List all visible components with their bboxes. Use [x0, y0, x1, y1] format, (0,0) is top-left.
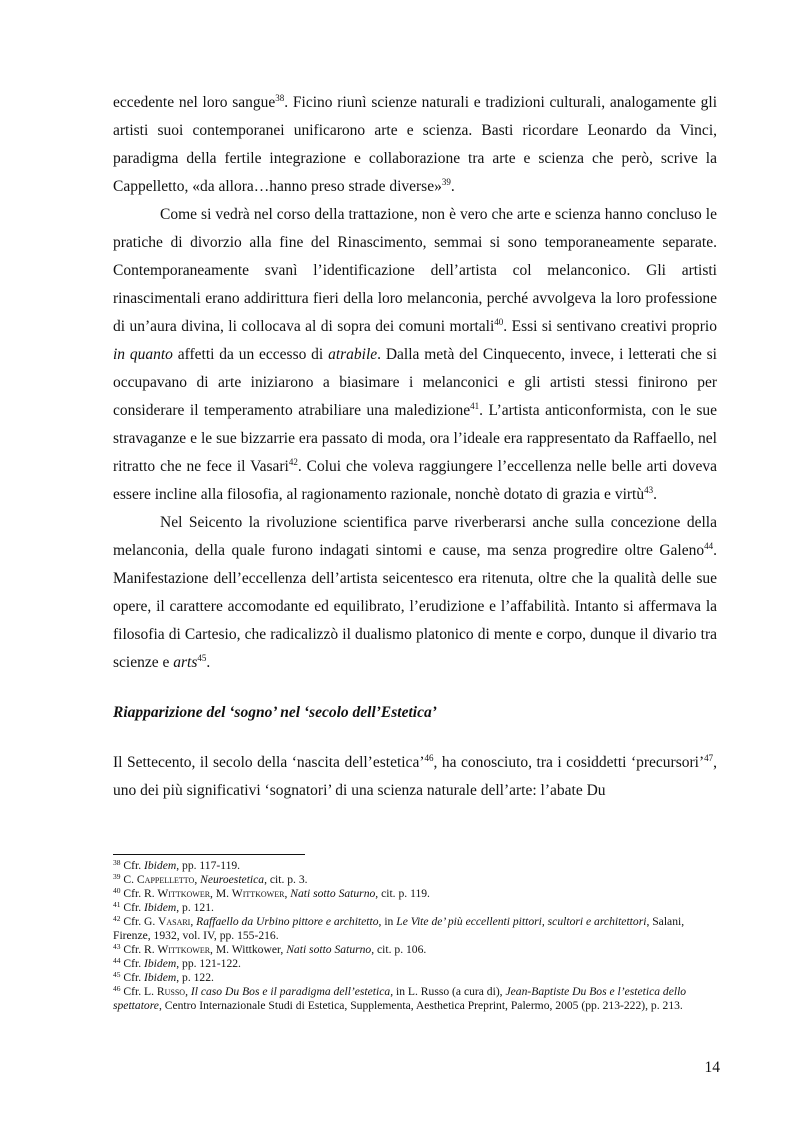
italic-text: Jean-Baptiste Du Bos e l’estetica dello spettatore: [113, 985, 687, 1012]
text-run: Cfr. G. V: [120, 915, 167, 928]
text-run: , Centro Internazionale Studi di Estetica, Supplementa, Aesthetica Preprint, Palermo, 2005 (pp. 213-222), p. 213.: [158, 999, 683, 1012]
italic-text: arts: [173, 654, 198, 671]
text-run: ,: [284, 887, 291, 900]
footnote-separator: [113, 854, 305, 855]
text-run: . L’artista anticonformista, con le sue stravaganze e le sue bizzarrie era passato di moda, ora l’ideale era rappresentato da Raffaello, nel ritratto che ne fece il Vasari: [113, 402, 717, 475]
text-run: Cfr. R. W: [120, 943, 169, 956]
footnote-40: [113, 887, 717, 901]
italic-text: Neuroestetica: [200, 873, 265, 886]
footnote-number: 40: [113, 886, 121, 895]
footnote-number: 39: [113, 872, 121, 881]
text-run: ,: [190, 915, 197, 928]
section-heading: Riapparizione del ‘sogno’ nel ‘secolo dell’Estetica’: [113, 704, 437, 721]
text-run: affetti da un eccesso di: [172, 346, 329, 363]
italic-text: Nati sotto Saturno: [290, 887, 376, 900]
footnote-ref-38[interactable]: 38: [275, 93, 285, 103]
italic-text: Ibidem: [144, 957, 177, 970]
text-run: eccedente nel loro sangue: [113, 94, 276, 111]
footnote-number: 43: [113, 942, 121, 951]
footnote-number: 41: [113, 900, 121, 909]
text-run: C. C: [120, 873, 145, 886]
text-run: , p. 121.: [176, 901, 214, 914]
text-run: , ha conosciuto, tra i cosiddetti ‘precursori’: [433, 754, 705, 771]
text-run: . Manifestazione dell’eccellenza dell’artista seicentesco era ritenuta, oltre che la qualità delle sue opere, il carattere accomodante ed equilibrato, l’erudizione e l’affabilità. Intanto si affermava la filosofia di Cartesio, che radicalizzò il dualismo platonico di mente e corpo, dunque il divario tra scienze e: [113, 542, 717, 671]
small-caps-text: usso: [164, 985, 186, 998]
small-caps-text: ittkower: [168, 943, 211, 956]
page-number: 14: [704, 1059, 720, 1076]
paragraph-3: [113, 509, 717, 677]
text-run: Cfr. R. W: [120, 887, 169, 900]
text-run: Cfr.: [120, 859, 145, 872]
text-run: . Dalla metà del Cinquecento, invece, i letterati che si occupavano di arte iniziarono a biasimare i melanconici e gli artisti stessi finirono per considerare il temperamento atrabiliare una maledizione: [113, 346, 717, 419]
text-run: , cit. p. 106.: [371, 943, 427, 956]
text-run: Il Settecento, il secolo della ‘nascita dell’estetica’: [113, 754, 425, 771]
footnote-43: [113, 943, 717, 957]
text-run: , M. Wittkower,: [210, 943, 287, 956]
text-run: .: [450, 178, 455, 195]
footnote-38: [113, 859, 717, 873]
text-run: , in L. Russo (a cura di),: [390, 985, 506, 998]
text-run: Cfr.: [120, 971, 145, 984]
italic-text: Ibidem: [144, 901, 177, 914]
small-caps-text: ittkower: [168, 887, 211, 900]
italic-text: Ibidem: [144, 971, 177, 984]
footnote-number: 38: [113, 858, 121, 867]
text-run: Cfr. L. R: [120, 985, 165, 998]
text-run: Nel Seicento la rivoluzione scientifica parve riverberarsi anche sulla concezione della melanconia, della quale furono indagati sintomi e cause, ma senza progredire oltre Galeno: [113, 514, 717, 559]
paragraph-1: [113, 89, 717, 201]
text-run: .: [206, 654, 211, 671]
text-run: , pp. 117-119.: [176, 859, 241, 872]
text-run: , cit. p. 3.: [264, 873, 308, 886]
footnote-ref-47[interactable]: 47: [704, 753, 714, 763]
text-run: , p. 122.: [176, 971, 214, 984]
italic-text: atrabile: [328, 346, 378, 363]
footnote-42: [113, 915, 717, 943]
text-run: , Salani, Firenze, 1932, vol. IV, pp. 155-216.: [113, 915, 685, 942]
text-run: , M. W: [210, 887, 243, 900]
text-run: .: [653, 486, 657, 503]
small-caps-text: ittkower: [242, 887, 285, 900]
text-run: Cfr.: [120, 901, 145, 914]
footnote-number: 46: [113, 984, 121, 993]
text-run: . Colui che voleva raggiungere l’eccellenza nelle belle arti doveva essere incline alla filosofia, al ragionamento razionale, nonchè dotato di grazia e virtù: [113, 458, 717, 503]
body-text: [113, 89, 717, 805]
text-run: . Essi si sentivano creativi proprio: [503, 318, 717, 335]
footnote-number: 42: [113, 914, 121, 923]
italic-text: in quanto: [113, 346, 173, 363]
text-run: Come si vedrà nel corso della trattazione, non è vero che arte e scienza hanno concluso le pratiche di divorzio alla fine del Rinascimento, semmai si sono temporaneamente separate. Contemporaneamente svanì l’identificazione dell’artista col melanconico. Gli artisti rinascimentali erano addirittura fieri della loro melanconia, perché avvolgeva la loro professione di un’aura divina, li collocava al di sopra dei comuni mortali: [113, 206, 717, 335]
footnote-ref-44[interactable]: 44: [704, 541, 714, 551]
italic-text: Il caso Du Bos e il paradigma dell’estetica: [190, 985, 391, 998]
text-run: . Ficino riunì scienze naturali e tradizioni culturali, analogamente gli artisti suoi contemporanei unificarono arte e scienza. Basti ricordare Leonardo da Vinci, paradigma della fertile integrazione e collaborazione tra arte e scienza che però, scrive la Cappelletto, «da allora…hanno preso strade diverse»: [113, 94, 718, 195]
small-caps-text: asari: [166, 915, 191, 928]
italic-text: Raffaello da Urbino pittore e architetto: [196, 915, 379, 928]
footnote-45: [113, 971, 717, 985]
footnote-ref-45[interactable]: 45: [197, 653, 207, 663]
text-run: ,: [185, 985, 191, 998]
footnote-ref-41[interactable]: 41: [470, 401, 480, 411]
text-run: , pp. 121-122.: [176, 957, 241, 970]
footnote-41: [113, 901, 717, 915]
footnote-ref-39[interactable]: 39: [441, 177, 451, 187]
paragraph-4: [113, 749, 717, 805]
footnote-44: [113, 957, 717, 971]
footnote-ref-40[interactable]: 40: [494, 317, 504, 327]
footnotes: [113, 859, 717, 1013]
text-run: ,: [194, 873, 201, 886]
footnote-number: 45: [113, 970, 121, 979]
text-run: , cit. p. 119.: [375, 887, 430, 900]
footnote-number: 44: [113, 956, 121, 965]
footnote-39: [113, 873, 717, 887]
small-caps-text: appelletto: [144, 873, 195, 886]
italic-text: Ibidem: [144, 859, 177, 872]
footnote-46: [113, 985, 717, 1013]
text-run: , in: [378, 915, 397, 928]
italic-text: Nati sotto Saturno: [286, 943, 372, 956]
footnote-ref-43[interactable]: 43: [644, 485, 654, 495]
paragraph-2: [113, 201, 717, 509]
italic-text: Le Vite de’ più eccellenti pittori, scultori e architettori: [396, 915, 647, 928]
footnote-ref-42[interactable]: 42: [288, 457, 298, 467]
text-run: , uno dei più significativi ‘sognatori’ di una scienza naturale dell’arte: l’abate Du: [113, 754, 717, 799]
text-run: Cfr.: [120, 957, 145, 970]
footnote-ref-46[interactable]: 46: [424, 753, 434, 763]
